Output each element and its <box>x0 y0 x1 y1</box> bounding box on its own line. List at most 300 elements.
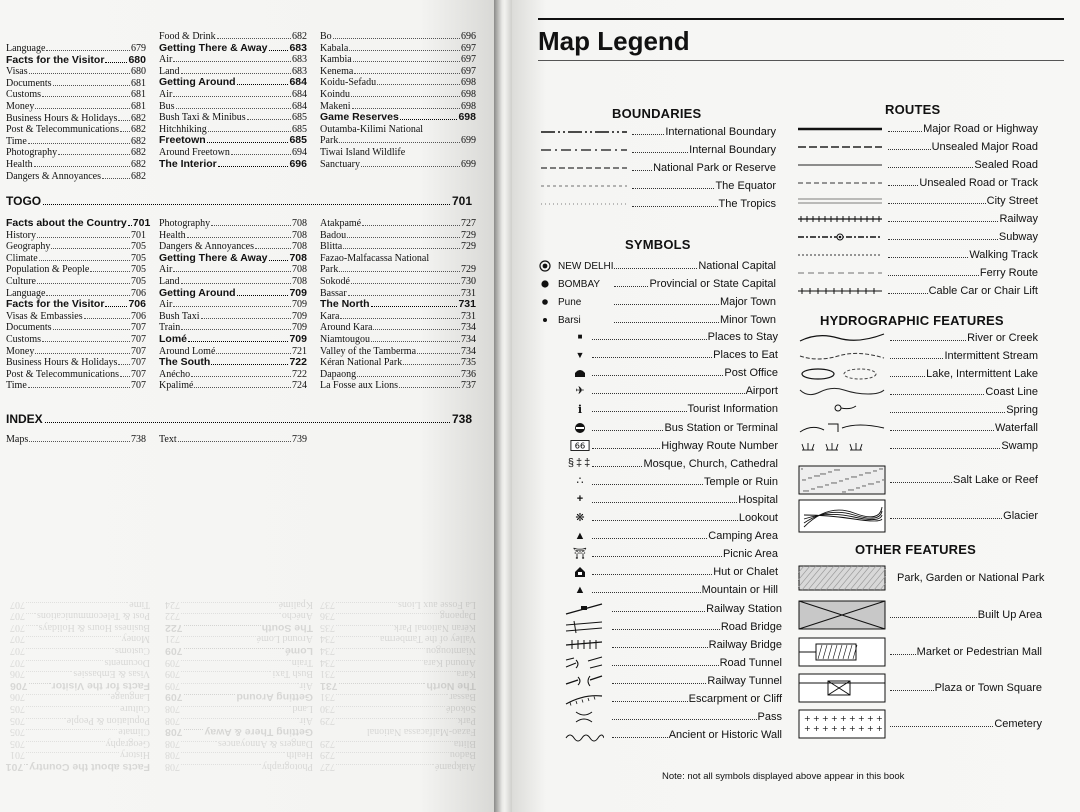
symbol-hut-or-chalet-icon <box>570 566 590 578</box>
ghost-column <box>320 598 476 772</box>
toc-entry-page: 697 <box>461 42 476 54</box>
toc-entry-title: Niamtougou <box>426 645 476 657</box>
toc-entry-the-north <box>320 679 476 691</box>
toc-entry-title: Money <box>6 345 35 357</box>
toc-entry-the-south <box>159 357 307 369</box>
legend-label: Bus Station or Terminal <box>664 421 778 434</box>
section-heading-index <box>6 412 472 426</box>
toc-entry-title: Lomé <box>159 332 188 345</box>
symbol-mountain-or-hill-icon: ▲ <box>574 583 586 596</box>
toc-entry-title: Air <box>159 54 173 66</box>
toc-entry-page: 697 <box>461 54 476 66</box>
toc-entry-page: 682 <box>131 158 146 170</box>
toc-entry-title: Money <box>121 633 150 645</box>
toc-entry-land <box>165 702 313 714</box>
legend-city-provincial-or-state-capital <box>536 276 776 292</box>
legend-label: Market or Pedestrian Mall <box>916 646 1042 658</box>
legend-label: Mountain or Hill <box>701 584 778 597</box>
area-pattern-icon <box>796 709 888 739</box>
book-spine <box>494 0 512 812</box>
toc-entry-title: Getting There & Away <box>204 726 313 739</box>
legend-other-plaza-or-town-square <box>796 673 1042 703</box>
toc-entry-page: 706 <box>128 298 146 311</box>
legend-hydro-glacier <box>796 499 1038 533</box>
toc-entry-health <box>165 749 313 761</box>
toc-entry-title: Fazao-Malfacassa National <box>366 726 476 738</box>
toc-entry-title: Population & People <box>66 714 150 726</box>
symbol-bus-station-or-terminal-icon <box>570 422 590 434</box>
toc-entry-page: 737 <box>461 380 476 392</box>
toc-entry-title: Fazao-Malfacassa National <box>320 252 430 264</box>
legend-boundary-internal-boundary <box>538 142 776 158</box>
index-title: INDEX <box>6 412 43 426</box>
toc-entry-title: Documents <box>6 77 52 89</box>
legend-label: Places to Stay <box>707 331 778 343</box>
legend-hydro-lake-intermittent-lake <box>796 366 1038 382</box>
toc-entry-around-freetown <box>159 147 307 159</box>
toc-entry-lom <box>165 644 313 656</box>
toc-entry-page: 729 <box>461 264 476 276</box>
route-line-icon <box>794 214 886 224</box>
legend-label: Built Up Area <box>977 609 1042 621</box>
toc-entry-page: 730 <box>461 275 476 287</box>
toc-entry-title: Documents <box>6 322 52 334</box>
toc-entry-koidu-sefadu <box>320 77 476 89</box>
legend-label: The Tropics <box>718 198 776 210</box>
legend-label: Internal Boundary <box>689 144 776 156</box>
legend-boundary-national-park-or-reserve <box>538 160 776 176</box>
toc-entry-page: 721 <box>165 633 180 645</box>
toc-entry-page: 734 <box>320 645 335 657</box>
toc-entry-title: Facts about the Country <box>6 217 127 229</box>
symbol-tourist-information-icon: i <box>577 402 583 416</box>
toc-entry-health <box>6 159 146 171</box>
legend-symbol-tourist-information <box>570 401 778 417</box>
toc-entry-post-telecommunications <box>6 369 146 381</box>
toc-entry-page: 709 <box>165 645 183 658</box>
symbol-camping-area-icon: ▲ <box>574 529 586 542</box>
toc-entry-title: History <box>6 229 36 241</box>
toc-entry-page: 707 <box>10 633 25 645</box>
boundaries-heading: BOUNDARIES <box>612 106 702 121</box>
toc-entry-title: Culture <box>120 703 150 715</box>
toc-entry-page: 708 <box>165 761 180 772</box>
toc-entry-title: Game Reserves <box>320 111 399 124</box>
legend-hydro-spring <box>796 402 1038 418</box>
toc-entry-page: 698 <box>461 100 476 112</box>
toc-column-index-1 <box>6 434 146 446</box>
toc-entry-outamba-kilimi-national <box>320 124 476 136</box>
toc-entry-climate <box>6 253 146 265</box>
svg-text:+: + <box>813 714 820 723</box>
toc-entry-park <box>320 135 476 147</box>
legend-symbol-temple-or-ruin <box>570 474 778 490</box>
toc-entry-page: 701 <box>5 761 24 773</box>
toc-entry-the-interior <box>159 159 307 171</box>
toc-entry-history <box>6 230 146 242</box>
toc-entry-title: Koidu-Sefadu <box>320 77 377 89</box>
legend-label: Railway <box>999 213 1038 225</box>
toc-entry-history <box>10 749 150 761</box>
toc-entry-title: Makeni <box>320 100 351 112</box>
toc-entry-title: Language <box>6 287 46 299</box>
toc-entry-page: 708 <box>165 726 183 739</box>
toc-entry-title: Around Kara <box>423 656 476 668</box>
toc-entry-page: 679 <box>131 43 146 54</box>
toc-entry-title: Sanctuary <box>320 158 360 170</box>
hydro-waterfall-icon <box>796 420 888 436</box>
svg-text:+: + <box>858 714 865 723</box>
toc-entry-time <box>6 136 146 148</box>
toc-entry-game-reserves <box>320 112 476 124</box>
legend-other-cemetery <box>796 709 1042 739</box>
legend-label: Camping Area <box>708 530 778 543</box>
toc-entry-title: Post & Telecommunications <box>37 610 150 622</box>
toc-entry-facts-about-the-country <box>6 217 151 230</box>
toc-entry-dapaong <box>320 610 476 622</box>
toc-column-sierra-leone-2 <box>159 31 307 170</box>
toc-entry-title: Facts for the Visitor <box>51 679 150 692</box>
other-features-heading: OTHER FEATURES <box>855 542 977 557</box>
route-line-icon <box>794 196 886 206</box>
area-pattern-icon <box>796 637 888 667</box>
toc-entry-page: 734 <box>461 333 476 345</box>
toc-entry-page: 721 <box>292 345 307 357</box>
toc-entry-title: Bush Taxi <box>272 668 313 680</box>
toc-entry-koindu <box>320 89 476 101</box>
toc-entry-title: Freetown <box>159 134 206 147</box>
legend-symbol-escarpment-or-cliff <box>558 691 782 707</box>
legend-label: Unsealed Road or Track <box>919 177 1038 189</box>
toc-entry-title: Customs <box>114 645 150 657</box>
index-page: 738 <box>451 412 472 426</box>
legend-label: Cemetery <box>994 718 1042 730</box>
toc-entry-page: 722 <box>165 610 180 622</box>
toc-entry-title: Blitta <box>320 241 343 253</box>
toc-entry-title: Around Kara <box>320 322 373 334</box>
toc-entry-title: Photography <box>6 147 58 159</box>
title-rule <box>538 60 1064 61</box>
legend-hydro-swamp <box>796 438 1038 454</box>
toc-entry-title: Kara <box>456 668 476 680</box>
toc-entry-an-cho <box>159 369 307 381</box>
toc-entry-kambia <box>320 54 476 66</box>
toc-entry-page: 682 <box>131 112 146 124</box>
legend-hydro-intermittent-stream <box>796 348 1038 364</box>
toc-entry-title: Getting There & Away <box>159 251 268 264</box>
toc-entry-page: 708 <box>292 229 307 241</box>
legend-symbol-road-tunnel <box>558 655 782 671</box>
route-line-icon <box>794 178 886 188</box>
symbol-places-to-eat-icon: ▼ <box>575 349 585 360</box>
toc-entry-getting-around <box>159 288 307 300</box>
toc-entry-title: Language <box>110 691 150 703</box>
toc-entry-page: 735 <box>461 357 476 369</box>
toc-entry-kabala <box>320 43 476 55</box>
toc-entry-page: 696 <box>289 157 307 170</box>
toc-entry-page: 708 <box>292 264 307 276</box>
symbol-escarpment-or-cliff-icon <box>558 692 610 706</box>
legend-symbol-hut-or-chalet <box>570 564 778 580</box>
toc-entry-page: 709 <box>292 310 307 322</box>
symbol-highway-route-number-icon <box>570 439 590 452</box>
toc-entry-page: 684 <box>292 100 307 112</box>
svg-text:+: + <box>804 724 811 733</box>
toc-entry-page: 707 <box>10 598 25 610</box>
toc-entry-title: La Fosse aux Lions <box>320 380 399 392</box>
legend-label: Coast Line <box>985 386 1038 398</box>
hydro-lake-intermittent-lake-icon <box>796 366 888 382</box>
toc-entry-page: 739 <box>292 434 307 445</box>
boundary-line-icon <box>538 181 630 191</box>
toc-entry-page: 706 <box>10 691 25 703</box>
toc-entry-geography <box>10 737 150 749</box>
symbol-pass-icon <box>558 710 610 724</box>
toc-entry-facts-for-the-visitor <box>6 55 146 67</box>
city-dot-icon <box>536 278 554 290</box>
toc-entry-page: 734 <box>461 345 476 357</box>
toc-entry-title: Maps <box>6 434 29 445</box>
toc-entry-title: La Fosse aux Lions <box>397 598 476 610</box>
toc-entry-page: 681 <box>131 89 146 101</box>
ghost-column <box>165 598 313 772</box>
toc-entry-page: 699 <box>461 135 476 147</box>
city-dot-icon <box>536 314 554 326</box>
toc-entry-title: Bassar <box>449 691 476 703</box>
toc-column-index-2 <box>159 434 307 446</box>
legend-symbol-picnic-area <box>570 546 778 562</box>
toc-entry-title: Tiwai Island Wildlife <box>320 146 406 158</box>
toc-entry-visas-embassies <box>10 668 150 680</box>
legend-symbol-road-bridge <box>558 619 782 635</box>
boundary-line-icon <box>538 163 630 173</box>
toc-entry-title: Population & People <box>6 264 90 276</box>
toc-entry-around-kara <box>320 322 476 334</box>
toc-entry-page: 709 <box>292 299 307 311</box>
toc-entry-title: Climate <box>118 726 150 738</box>
legend-label: Swamp <box>1001 440 1038 452</box>
toc-entry-title: Health <box>159 229 186 241</box>
legend-label: Intermittent Stream <box>944 350 1038 362</box>
area-pattern-icon <box>796 673 888 703</box>
toc-entry-title: Time <box>6 380 27 392</box>
toc-entry-page: 706 <box>10 679 28 692</box>
toc-entry-title: Getting Around <box>236 691 313 704</box>
hydro-salt-lake-or-reef-icon <box>796 465 888 495</box>
legend-hydro-salt-lake-or-reef <box>796 465 1038 495</box>
toc-entry-title: Atakpamé <box>434 761 476 772</box>
route-line-icon <box>794 268 886 278</box>
toc-entry-an-cho <box>165 610 313 622</box>
legend-route-unsealed-road-or-track <box>794 175 1038 191</box>
legend-label: Temple or Ruin <box>704 475 778 488</box>
legend-symbol-post-office <box>570 365 778 381</box>
toc-entry-title: Kara <box>320 310 340 322</box>
toc-entry-page: 707 <box>10 656 25 668</box>
toc-entry-dangers-annoyances <box>165 737 313 749</box>
toc-entry-documents <box>6 78 146 90</box>
toc-entry-page: 705 <box>131 252 146 264</box>
left-page-contents <box>0 0 494 812</box>
svg-text:+: + <box>876 724 883 733</box>
toc-entry-dapaong <box>320 369 476 381</box>
area-pattern-icon <box>796 565 888 591</box>
legend-symbol-railway-tunnel <box>558 673 782 689</box>
toc-entry-kara <box>320 311 476 323</box>
toc-entry-title: Geography <box>6 241 51 253</box>
toc-entry-page: 722 <box>289 356 307 369</box>
toc-entry-title: The North <box>426 679 476 692</box>
toc-entry-title: Language <box>6 43 46 54</box>
toc-entry-title: Health <box>6 158 33 170</box>
legend-symbol-places-to-stay <box>570 329 778 345</box>
toc-entry-bush-taxi-minibus <box>159 112 307 124</box>
area-pattern-icon <box>796 600 888 630</box>
toc-entry-kpalim <box>165 598 313 610</box>
toc-entry-fazao-malfacassa-national <box>320 726 476 738</box>
toc-entry-title: Dangers & Annoyances <box>159 241 254 253</box>
legend-symbol-pass <box>558 709 782 725</box>
toc-entry-kpalim <box>159 380 307 392</box>
toc-entry-page: 705 <box>10 703 25 715</box>
toc-entry-page: 722 <box>292 368 307 380</box>
toc-entry-title: The North <box>320 298 370 311</box>
svg-text:+: + <box>858 724 865 733</box>
legend-route-major-road-or-highway <box>794 121 1038 137</box>
toc-entry-page: 682 <box>131 135 146 147</box>
toc-entry-title: Land <box>159 65 180 77</box>
toc-entry-page: 684 <box>292 88 307 100</box>
legend-route-unsealed-major-road <box>794 139 1038 155</box>
toc-entry-maps <box>6 434 146 446</box>
toc-entry-page: 709 <box>165 679 180 691</box>
toc-entry-title: Train <box>159 322 181 334</box>
toc-entry-getting-around <box>165 691 313 703</box>
toc-entry-title: Land <box>159 275 180 287</box>
toc-entry-page: 724 <box>165 598 180 610</box>
toc-entry-page: 682 <box>131 170 146 182</box>
toc-entry-page: 683 <box>292 65 307 77</box>
svg-text:+: + <box>831 724 838 733</box>
toc-entry-time <box>6 380 146 392</box>
toc-entry-valley-of-the-tamberma <box>320 633 476 645</box>
toc-column-sierra-leone-3 <box>320 31 476 170</box>
toc-entry-page: 737 <box>320 598 335 610</box>
toc-entry-page: 709 <box>289 286 307 299</box>
toc-entry-page: 706 <box>131 310 146 322</box>
toc-entry-food-drink <box>159 31 307 43</box>
symbol-road-bridge-icon <box>558 620 610 634</box>
toc-entry-page: 698 <box>461 77 476 89</box>
toc-entry-title: Air <box>299 714 313 726</box>
toc-entry-page: 681 <box>131 77 146 89</box>
legend-label: Escarpment or Cliff <box>688 693 782 705</box>
toc-entry-title: Air <box>159 264 173 276</box>
toc-entry-page: 708 <box>165 703 180 715</box>
toc-entry-title: Around Lomé <box>256 633 313 645</box>
toc-entry-niamtougou <box>320 644 476 656</box>
boundary-line-icon <box>538 127 630 137</box>
toc-entry-page: 681 <box>131 100 146 112</box>
toc-entry-page: 709 <box>165 668 180 680</box>
legend-symbol-mosque-church-cathedral <box>567 456 778 472</box>
toc-entry-park <box>320 264 476 276</box>
city-example-name: Pune <box>558 296 582 308</box>
toc-entry-title: Getting There & Away <box>159 41 268 54</box>
toc-entry-title: Around Lomé <box>159 345 216 357</box>
hydro-glacier-icon <box>796 499 888 533</box>
toc-entry-k-ran-national-park <box>320 357 476 369</box>
toc-entry-page: 731 <box>461 310 476 322</box>
toc-entry-kenema <box>320 66 476 78</box>
toc-entry-air <box>159 264 307 276</box>
toc-entry-page: 727 <box>320 761 335 772</box>
toc-entry-page: 699 <box>461 158 476 170</box>
toc-entry-title: Badou <box>449 749 476 761</box>
legend-label: Mosque, Church, Cathedral <box>643 457 778 470</box>
legend-label: Airport <box>745 385 778 398</box>
route-line-icon <box>794 250 886 260</box>
boundary-line-icon <box>538 199 630 209</box>
toc-entry-page: 685 <box>292 112 307 124</box>
toc-entry-health <box>159 230 307 242</box>
legend-hydro-river-or-creek <box>796 330 1038 346</box>
route-line-icon <box>794 142 886 152</box>
legend-boundary-the-tropics <box>538 196 776 212</box>
legend-label: Hospital <box>738 493 778 506</box>
legend-label: Spring <box>1006 404 1038 416</box>
symbol-lookout-icon: ❋ <box>575 511 585 524</box>
toc-entry-title: Dangers & Annoyances <box>218 737 313 749</box>
legend-other-park-garden-or-national-park <box>796 565 1045 591</box>
toc-entry-the-north <box>320 299 476 311</box>
city-example-name: Barsi <box>558 314 581 326</box>
toc-entry-around-lom <box>165 633 313 645</box>
legend-label: Tourist Information <box>687 403 778 416</box>
toc-entry-business-hours-holidays <box>6 113 146 125</box>
legend-other-market-or-pedestrian-mall <box>796 637 1042 667</box>
toc-entry-population-people <box>6 264 146 276</box>
legend-label: City Street <box>986 195 1038 207</box>
legend-other-built-up-area <box>796 600 1042 630</box>
toc-entry-page: 709 <box>289 332 307 345</box>
toc-entry-land <box>159 276 307 288</box>
toc-entry-title: Park <box>457 714 476 726</box>
toc-entry-page: 701 <box>132 217 151 229</box>
toc-entry-atakpam <box>320 760 476 772</box>
legend-label: National Capital <box>698 260 776 272</box>
toc-entry-sokod <box>320 276 476 288</box>
toc-entry-page: 707 <box>10 645 25 657</box>
legend-label: Subway <box>998 231 1038 243</box>
toc-column-togo-3 <box>320 218 476 392</box>
toc-entry-page: 736 <box>320 610 335 622</box>
svg-text:+: + <box>822 714 829 723</box>
toc-entry-title: Park <box>320 264 339 276</box>
svg-text:+: + <box>822 724 829 733</box>
toc-entry-climate <box>10 726 150 738</box>
toc-entry-getting-there-away <box>159 43 307 55</box>
toc-entry-page: 701 <box>10 749 25 761</box>
legend-symbol-lookout <box>570 510 778 526</box>
hydro-spring-icon <box>796 402 888 418</box>
city-example-name: NEW DELHI <box>558 260 614 272</box>
toc-entry-page: 708 <box>292 218 307 229</box>
toc-entry-lom <box>159 334 307 346</box>
toc-entry-title: Kéran National Park <box>320 357 403 369</box>
toc-entry-title: Park <box>320 135 339 147</box>
toc-entry-customs <box>10 644 150 656</box>
